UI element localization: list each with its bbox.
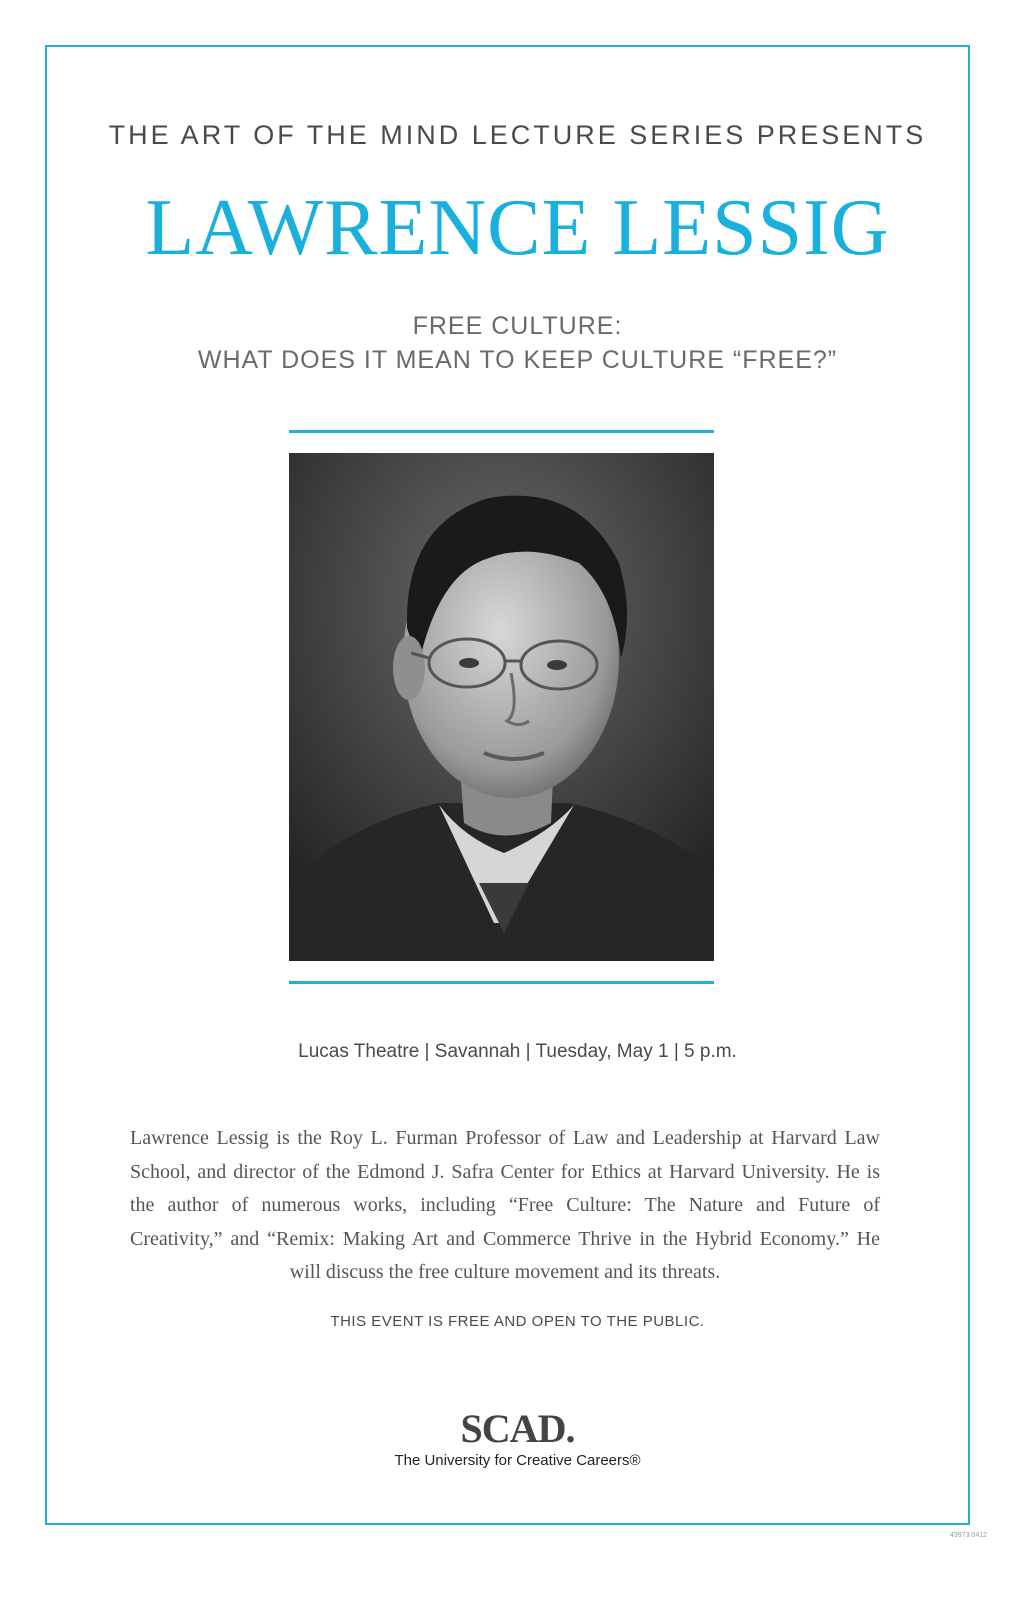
lecture-title: FREE CULTURE: (412, 312, 623, 340)
lecture-subtitle: WHAT DOES IT MEAN TO KEEP CULTURE “FREE?” (197, 346, 838, 374)
scad-tagline: The University for Creative Careers® (394, 1452, 641, 1469)
event-details: Lucas Theatre | Savannah | Tuesday, May 1 | 5 p.m. (298, 1041, 737, 1062)
admission-notice: THIS EVENT IS FREE AND OPEN TO THE PUBLIC. (330, 1313, 705, 1330)
divider-bottom (289, 981, 714, 984)
print-code: 49973.0412 (950, 1532, 987, 1539)
series-title: THE ART OF THE MIND LECTURE SERIES PRESENTS (108, 120, 927, 150)
scad-logo: SCAD. (460, 1406, 575, 1451)
speaker-portrait (289, 453, 714, 961)
divider-top (289, 430, 714, 433)
speaker-name: LAWRENCE LESSIG (145, 184, 890, 272)
speaker-bio: Lawrence Lessig is the Roy L. Furman Professor of Law and Leadership at Harvard Law School, and director of the Edmond J. Safra Center for Ethics at Harvard University. He is the author of numerous works, including “Free Culture: The Nature and Future of Creativity,” and “Remix: Making Art and Commerce Thrive in the Hybrid Economy.” He will discuss the free culture movement and its threats. (130, 1127, 880, 1283)
